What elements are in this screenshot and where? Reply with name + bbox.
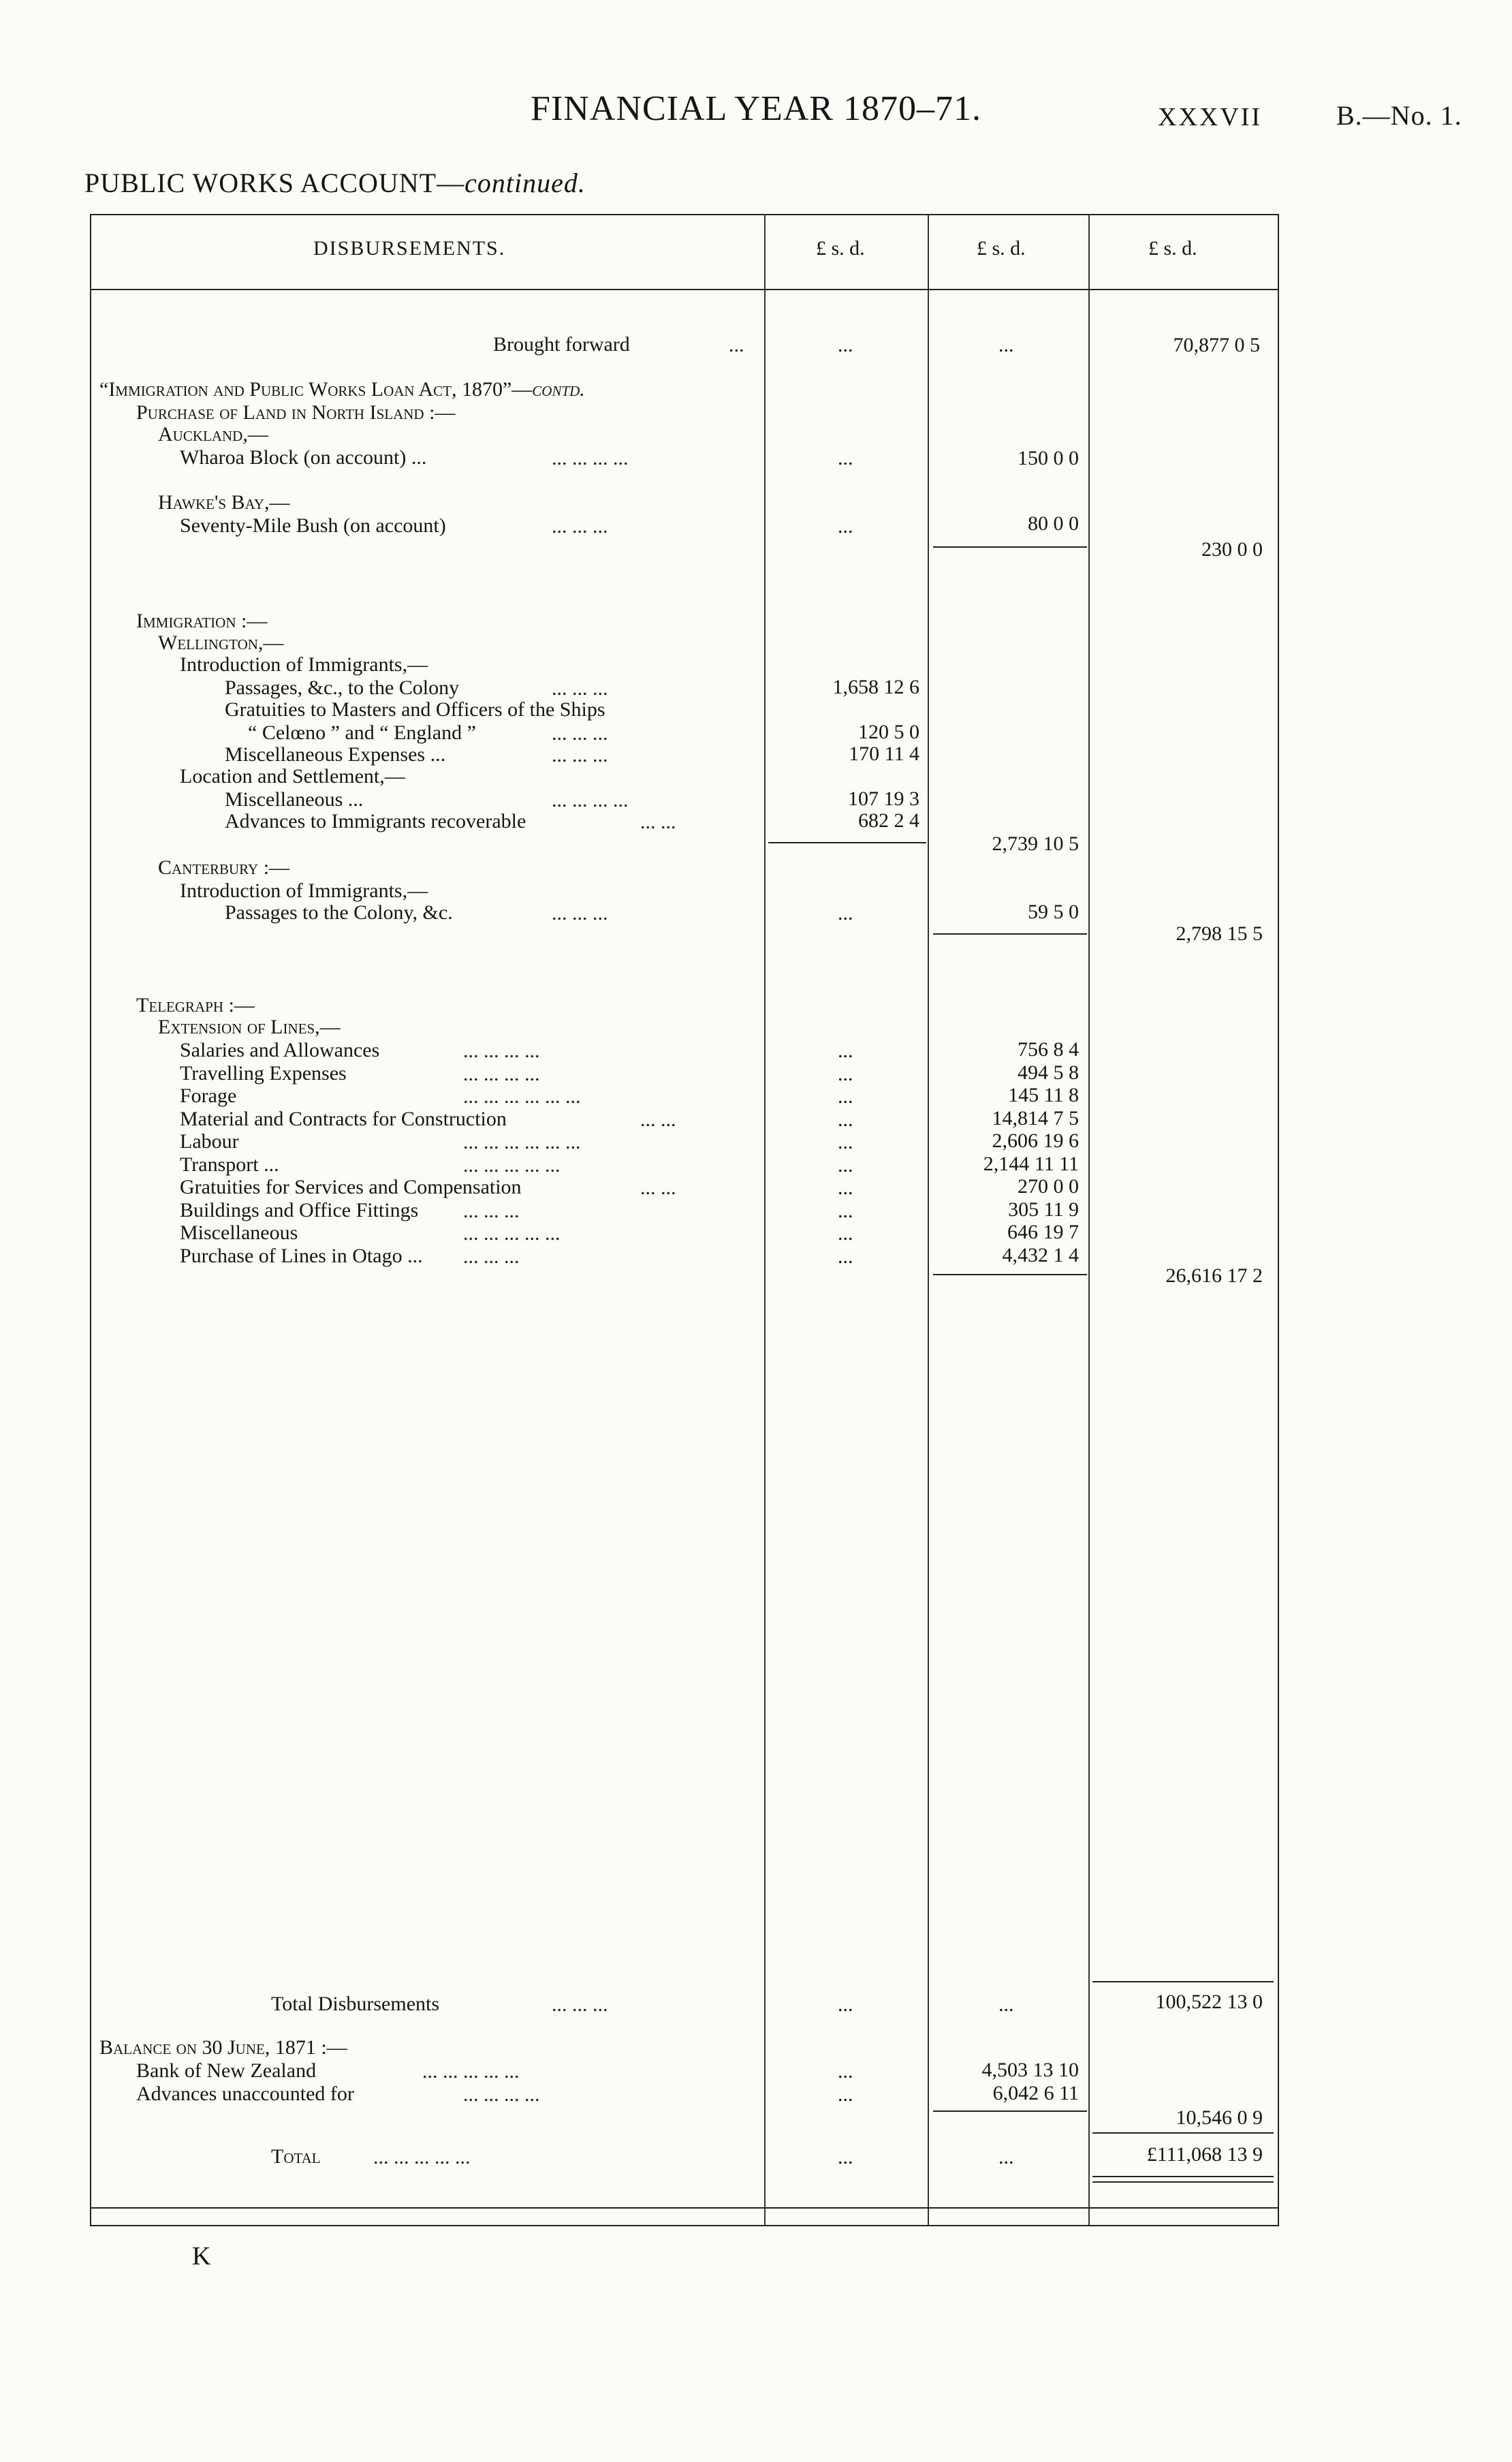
telegraph-heading: Telegraph :— bbox=[136, 994, 255, 1016]
document-reference: B.—No. 1. bbox=[1336, 100, 1462, 131]
leader-dots: ... ... ... ... ... ... bbox=[463, 1085, 581, 1108]
double-rule bbox=[1092, 2181, 1274, 2183]
cell-col1: ... bbox=[838, 1200, 853, 1222]
leader-dots: ... ... ... bbox=[463, 1200, 520, 1222]
cell-col3: 70,877 0 5 bbox=[1173, 334, 1260, 356]
telegraph-item-label: Material and Contracts for Construction bbox=[180, 1108, 507, 1130]
subtotal-rule bbox=[933, 1274, 1087, 1275]
cell-col1: ... bbox=[838, 1993, 853, 2016]
leader-dots: ... ... ... bbox=[552, 1993, 608, 2016]
column-divider bbox=[1088, 214, 1090, 2225]
leader-dots: ... ... ... bbox=[552, 677, 608, 700]
leader-dots: ... bbox=[729, 334, 744, 356]
loan-act-contd: contd. bbox=[532, 378, 585, 401]
subtotal-rule bbox=[933, 2110, 1087, 2112]
cell-col2: 6,042 6 11 bbox=[992, 2082, 1079, 2104]
cell-col1: 107 19 3 bbox=[848, 788, 919, 810]
header-rule bbox=[90, 289, 1278, 290]
leader-dots: ... ... bbox=[640, 1108, 676, 1131]
cell-col2: 4,432 1 4 bbox=[1002, 1244, 1079, 1266]
cell-col1: 1,658 12 6 bbox=[832, 676, 919, 698]
bottom-rule bbox=[90, 2207, 1278, 2209]
immigration-heading: Immigration :— bbox=[136, 610, 268, 632]
wellington-heading: Wellington,— bbox=[158, 632, 284, 654]
gratuities-label-line1: Gratuities to Masters and Officers of the Ships bbox=[225, 698, 605, 721]
introduction-heading: Introduction of Immigrants,— bbox=[180, 653, 428, 676]
page-number: XXXVII bbox=[1158, 103, 1263, 131]
column-header-1: £ s. d. bbox=[816, 237, 865, 260]
cell-col2: 756 8 4 bbox=[1018, 1038, 1079, 1061]
cell-col2: 80 0 0 bbox=[1028, 512, 1079, 535]
leader-dots: ... ... ... ... bbox=[552, 789, 629, 811]
wharoa-label: Wharoa Block (on account) ... bbox=[180, 446, 427, 469]
cell-col3: 10,546 0 9 bbox=[1176, 2106, 1263, 2129]
cell-col1: ... bbox=[838, 1245, 853, 1268]
cell-col2: 2,739 10 5 bbox=[992, 832, 1079, 855]
telegraph-item-label: Travelling Expenses bbox=[180, 1062, 347, 1085]
cell-col1: ... bbox=[838, 2146, 853, 2168]
cell-col1: 120 5 0 bbox=[858, 721, 919, 743]
cell-col1: ... bbox=[838, 2060, 853, 2083]
leader-dots: ... ... ... ... ... bbox=[463, 1222, 561, 1245]
advances-label: Advances to Immigrants recoverable bbox=[225, 810, 526, 832]
leader-dots: ... ... ... ... bbox=[463, 1063, 540, 1085]
leader-dots: ... ... ... ... bbox=[463, 1040, 540, 1062]
subtotal-rule bbox=[768, 842, 926, 843]
column-header-3: £ s. d. bbox=[1148, 237, 1197, 260]
leader-dots: ... ... ... ... bbox=[552, 447, 629, 469]
cell-col2: 59 5 0 bbox=[1028, 901, 1079, 923]
cell-col1: ... bbox=[838, 447, 853, 469]
total-rule bbox=[1092, 2132, 1274, 2134]
cell-col1: 170 11 4 bbox=[849, 743, 919, 765]
cell-col1: ... bbox=[838, 1040, 853, 1062]
column-divider bbox=[764, 214, 766, 2225]
subtotal-rule bbox=[933, 546, 1087, 548]
grand-total-value: £111,068 13 9 bbox=[1146, 2143, 1263, 2166]
purchase-heading: Purchase of Land in North Island :— bbox=[136, 401, 456, 424]
cell-col1: 682 2 4 bbox=[858, 809, 919, 832]
canterbury-heading: Canterbury :— bbox=[158, 856, 290, 879]
location-heading: Location and Settlement,— bbox=[180, 765, 405, 788]
cell-col2: ... bbox=[998, 1993, 1014, 2016]
cell-col1: ... bbox=[838, 2083, 853, 2106]
cell-col1: ... bbox=[838, 334, 853, 356]
leader-dots: ... ... bbox=[640, 811, 676, 833]
column-divider bbox=[928, 214, 929, 2225]
leader-dots: ... ... ... bbox=[552, 722, 608, 745]
cell-col1: ... bbox=[838, 1222, 853, 1245]
subtotal-rule bbox=[933, 933, 1087, 935]
page-title: FINANCIAL YEAR 1870–71. bbox=[531, 89, 981, 128]
loan-act-heading-text: “Immigration and Public Works Loan Act, 1870”— bbox=[99, 378, 533, 401]
double-rule bbox=[1092, 2176, 1274, 2177]
telegraph-item-label: Forage bbox=[180, 1085, 237, 1107]
cell-col1: ... bbox=[838, 1108, 853, 1131]
cell-col1: ... bbox=[838, 1063, 853, 1085]
bank-label: Bank of New Zealand bbox=[136, 2059, 317, 2082]
passages-label: Passages, &c., to the Colony bbox=[225, 676, 460, 699]
total-rule bbox=[1092, 1981, 1274, 1982]
cell-col1: ... bbox=[838, 515, 853, 537]
seventy-mile-label: Seventy-Mile Bush (on account) bbox=[180, 514, 446, 537]
cell-col1: ... bbox=[838, 1085, 853, 1108]
cell-col1: ... bbox=[838, 1131, 853, 1153]
leader-dots: ... ... ... ... ... bbox=[422, 2060, 520, 2083]
cell-col2: ... bbox=[998, 334, 1014, 356]
section-subtitle bbox=[84, 167, 586, 199]
balance-heading: Balance on 30 June, 1871 :— bbox=[99, 2036, 347, 2059]
introduction-heading-2: Introduction of Immigrants,— bbox=[180, 879, 428, 902]
leader-dots: ... ... ... ... ... ... bbox=[463, 1131, 581, 1153]
cell-col1: ... bbox=[838, 1177, 853, 1199]
signature-mark: K bbox=[192, 2242, 211, 2271]
leader-dots: ... ... ... ... ... bbox=[373, 2146, 471, 2168]
cell-col1: ... bbox=[838, 902, 853, 924]
telegraph-item-label: Miscellaneous bbox=[180, 1221, 298, 1244]
cell-col2: 4,503 13 10 bbox=[981, 2059, 1079, 2081]
passages-label-2: Passages to the Colony, &c. bbox=[225, 901, 453, 924]
misc-label: Miscellaneous ... bbox=[225, 788, 364, 811]
total-disbursements-label: Total Disbursements bbox=[271, 1993, 440, 2015]
cell-col2: 2,606 19 6 bbox=[992, 1129, 1079, 1152]
column-header-2: £ s. d. bbox=[977, 237, 1026, 260]
cell-col2: 270 0 0 bbox=[1018, 1175, 1079, 1198]
leader-dots: ... ... bbox=[640, 1177, 676, 1199]
subtitle-italic: continued. bbox=[464, 168, 586, 198]
advances-unaccounted-label: Advances unaccounted for bbox=[136, 2083, 354, 2105]
grand-total-label: Total bbox=[271, 2145, 321, 2168]
telegraph-item-label: Labour bbox=[180, 1130, 239, 1153]
hawkes-bay-heading: Hawke's Bay,— bbox=[158, 491, 290, 514]
cell-col3: 26,616 17 2 bbox=[1165, 1264, 1263, 1287]
gratuities-label-line2: “ Celœno ” and “ England ” bbox=[248, 721, 476, 744]
cell-col2: ... bbox=[998, 2146, 1014, 2168]
cell-col2: 494 5 8 bbox=[1018, 1061, 1079, 1084]
brought-forward-label: Brought forward bbox=[493, 333, 630, 356]
telegraph-item-label: Salaries and Allowances bbox=[180, 1039, 380, 1061]
telegraph-item-label: Gratuities for Services and Compensation bbox=[180, 1176, 522, 1198]
leader-dots: ... ... ... bbox=[463, 1245, 520, 1268]
leader-dots: ... ... ... bbox=[552, 744, 608, 766]
cell-col2: 305 11 9 bbox=[1008, 1198, 1079, 1221]
leader-dots: ... ... ... ... ... bbox=[463, 1154, 561, 1177]
cell-col1: ... bbox=[838, 1154, 853, 1177]
leader-dots: ... ... ... bbox=[552, 515, 608, 537]
cell-col2: 14,814 7 5 bbox=[992, 1107, 1079, 1129]
cell-col2: 145 11 8 bbox=[1008, 1084, 1079, 1106]
cell-col2: 2,144 11 11 bbox=[983, 1153, 1079, 1175]
misc-expenses-label: Miscellaneous Expenses ... bbox=[225, 743, 446, 766]
cell-col3: 2,798 15 5 bbox=[1176, 922, 1263, 945]
loan-act-heading bbox=[99, 379, 585, 401]
cell-col2: 150 0 0 bbox=[1018, 447, 1079, 469]
cell-col3: 100,522 13 0 bbox=[1155, 1991, 1263, 2013]
leader-dots: ... ... ... ... bbox=[463, 2083, 540, 2106]
telegraph-item-label: Transport ... bbox=[180, 1153, 279, 1176]
extension-heading: Extension of Lines,— bbox=[158, 1016, 341, 1038]
telegraph-item-label: Buildings and Office Fittings bbox=[180, 1199, 419, 1221]
telegraph-item-label: Purchase of Lines in Otago ... bbox=[180, 1245, 423, 1267]
auckland-heading: Auckland,— bbox=[158, 423, 268, 446]
leader-dots: ... ... ... bbox=[552, 902, 608, 924]
column-header-description: DISBURSEMENTS. bbox=[313, 237, 506, 260]
cell-col2: 646 19 7 bbox=[1007, 1221, 1079, 1243]
cell-col3: 230 0 0 bbox=[1201, 538, 1263, 561]
subtitle-main: PUBLIC WORKS ACCOUNT— bbox=[84, 168, 465, 198]
